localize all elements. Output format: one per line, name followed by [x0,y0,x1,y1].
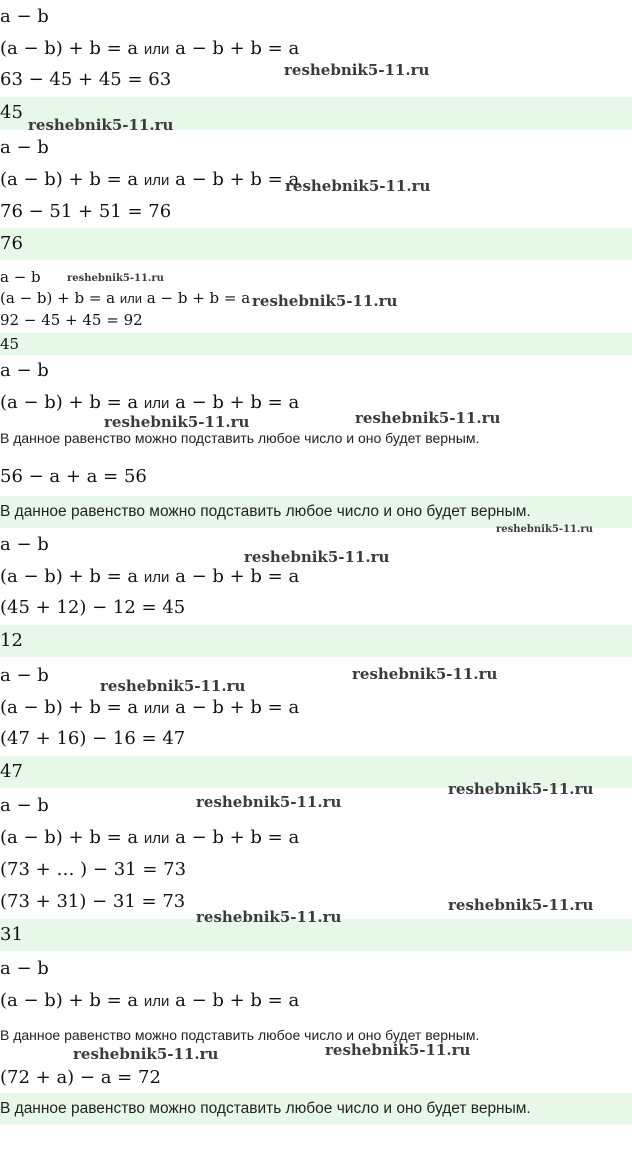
watermark: reshebnik5-11.ru [73,1045,219,1063]
identity: (a − b) + b = a или a − b + b = a [0,289,251,307]
identity: (a − b) + b = a или a − b + b = a [0,392,300,413]
watermark: reshebnik5-11.ru [496,524,593,535]
identity: (a − b) + b = a или a − b + b = a [0,990,300,1011]
expression: a − b [0,665,49,686]
note: В данное равенство можно подставить любое число и оно будет верным. [0,430,480,446]
calculation: 92 − 45 + 45 = 92 [0,311,143,329]
watermark: reshebnik5-11.ru [244,548,390,566]
expression: a − b [0,6,49,27]
expression: a − b [0,137,49,158]
identity: (a − b) + b = a или a − b + b = a [0,827,300,848]
answer: В данное равенство можно подставить любое число и оно будет верным. [0,503,531,520]
calculation: 63 − 45 + 45 = 63 [0,69,172,90]
expression: a − b [0,534,49,555]
answer: 47 [0,761,23,782]
calculation: (45 + 12) − 12 = 45 [0,597,186,618]
answer-band [0,333,632,355]
identity: (a − b) + b = a или a − b + b = a [0,697,300,718]
watermark: reshebnik5-11.ru [252,292,398,310]
answer: 31 [0,924,23,945]
expression: a − b [0,795,49,816]
identity: (a − b) + b = a или a − b + b = a [0,566,300,587]
answer-band [0,625,632,657]
watermark: reshebnik5-11.ru [67,273,164,284]
watermark: reshebnik5-11.ru [28,116,174,134]
answer: 12 [0,630,23,651]
watermark: reshebnik5-11.ru [285,177,431,195]
watermark: reshebnik5-11.ru [325,1041,471,1059]
watermark: reshebnik5-11.ru [100,677,246,695]
calculation: (47 + 16) − 16 = 47 [0,728,186,749]
expression: a − b [0,360,49,381]
identity: (a − b) + b = a или a − b + b = a [0,38,300,59]
calculation: 56 − a + a = 56 [0,466,147,487]
watermark: reshebnik5-11.ru [448,780,594,798]
watermark: reshebnik5-11.ru [104,413,250,431]
expression: a − b [0,958,49,979]
answer: 76 [0,233,23,254]
answer: 45 [0,102,23,123]
watermark: reshebnik5-11.ru [355,409,501,427]
watermark: reshebnik5-11.ru [196,908,342,926]
watermark: reshebnik5-11.ru [284,61,430,79]
watermark: reshebnik5-11.ru [352,665,498,683]
answer: В данное равенство можно подставить любое число и оно будет верным. [0,1100,531,1117]
calculation: (73 + 31) − 31 = 73 [0,891,186,912]
watermark: reshebnik5-11.ru [448,896,594,914]
calculation: (72 + a) − a = 72 [0,1067,161,1088]
note: В данное равенство можно подставить любое число и оно будет верным. [0,1027,480,1043]
answer-band [0,228,632,260]
watermark: reshebnik5-11.ru [196,793,342,811]
calculation: 76 − 51 + 51 = 76 [0,201,172,222]
calculation-blank: (73 + … ) − 31 = 73 [0,859,187,880]
answer: 45 [0,335,20,353]
identity: (a − b) + b = a или a − b + b = a [0,169,300,190]
expression: a − b [0,268,41,286]
